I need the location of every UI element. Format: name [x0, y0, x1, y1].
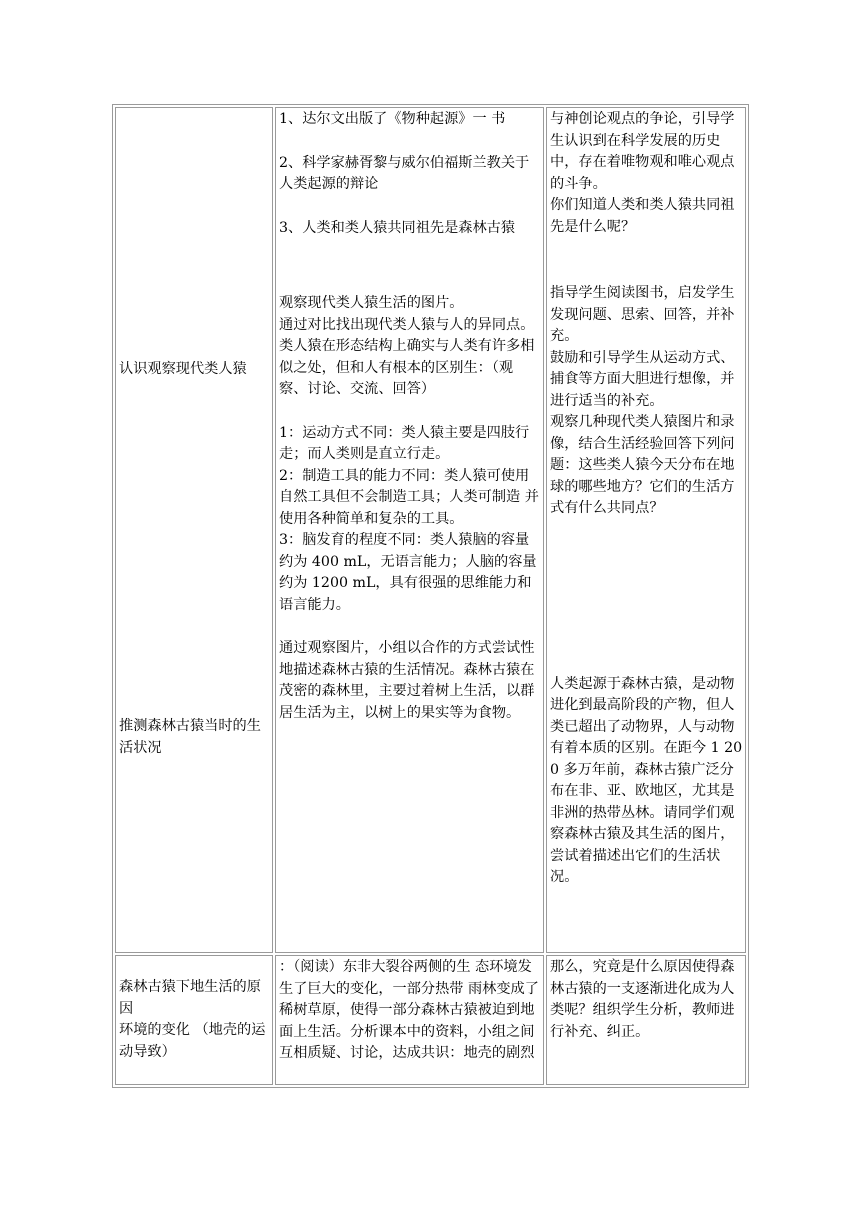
- history-item-1: 1、达尔文出版了《物种起源》一 书: [279, 111, 506, 127]
- student-activity-cell: [275, 107, 544, 953]
- observe-pictures-text: 观察现代类人猿生活的图片。: [279, 295, 464, 311]
- table-row: [115, 107, 746, 953]
- infer-life-text: 通过观察图片，小组以合作的方式尝试性地描述森林古猿的生活情况。森林古猿在茂密的森林里，主要过着树上生活，以群居生活为主，以树上的果实等为食物。: [279, 640, 535, 721]
- teacher-question-evolution: 那么，究竟是什么原因使得森林古猿的一支逐渐进化成为人类呢？组织学生分析，教师进行补充、纠正。: [550, 959, 735, 1040]
- teacher-question-ancestor: 你们知道人类和类人猿共同祖先是什么呢？: [550, 197, 735, 235]
- activity-cell: [115, 107, 273, 953]
- teacher-guide-ancient-ape: 人类起源于森林古猿，是动物进化到最高阶段的产物，但人类已超出了动物界，人与动物有着本质的区别。在距今 1 200 多万年前，森林古猿广泛分布在非、亚、欧地区，尤其是非洲的热带丛林。请同学们观察森林古猿及其生活的图片，尝试着描述出它们的生活状况。: [550, 675, 743, 885]
- table-row: [115, 955, 746, 1085]
- teacher-guide-imagine: 鼓励和引导学生从运动方式、捕食等方面大胆进行想像，并进行适当的补充。: [550, 349, 735, 409]
- student-activity-cell: [275, 955, 544, 1085]
- teacher-guide-reading: 指导学生阅读图书，启发学生发现问题、思索、回答，并补充。: [550, 285, 735, 344]
- compare-apes-humans-text: 通过对比找出现代类人猿与人的异同点。类人猿在形态结构上确实与人类有许多相似之处，但和人有根本的区别生：（观察、讨论、交流、回答）: [279, 316, 535, 397]
- history-item-2: 2、科学家赫胥黎与威尔伯福斯兰教关于人类起源的辩论: [279, 154, 530, 192]
- activity-cell: [115, 955, 273, 1085]
- reading-environment-text: ：（阅读）东非大裂谷两侧的生 态环境发生了巨大的变化，一部分热带 雨林变成了稀树草原，使得一部分森林古猿被迫到地面上生活。分析课本中的资料，小组之间互相质疑、讨论，达成共识：地壳的剧烈: [279, 959, 539, 1061]
- difference-brain: 3：脑发育的程度不同：类人猿脑的容量约为 400 mL，无语言能力；人脑的容量约为 1200 mL，具有很强的思维能力和语言能力。: [279, 532, 537, 613]
- teacher-guide-debate: 与神创论观点的争论，引导学生认识到在科学发展的历史中，存在着唯物观和唯心观点的斗争。: [550, 111, 735, 192]
- difference-tools: 2：制造工具的能力不同：类人猿可使用自然工具但不会制造工具；人类可制造 并使用各种简单和复杂的工具。: [279, 467, 539, 527]
- history-item-3: 3、人类和类人猿共同祖先是森林古猿: [279, 219, 516, 236]
- activity-infer-ancient-ape-life: 推测森林古猿当时的生活状况: [119, 718, 261, 756]
- lesson-plan-table: [112, 104, 749, 1088]
- difference-movement: 1：运动方式不同：类人猿主要是四肢行走；而人类则是直立行走。: [279, 424, 530, 462]
- teacher-activity-cell: [546, 107, 746, 953]
- activity-reason-heading: 森林古猿下地生活的原因: [119, 979, 261, 1017]
- activity-observe-apes: 认识观察现代类人猿: [119, 360, 247, 377]
- activity-environment-change: 环境的变化 （地壳的运动导致）: [119, 1022, 266, 1060]
- teacher-activity-cell: [546, 955, 746, 1085]
- teacher-guide-observe-apes: 观察几种现代类人猿图片和录像，结合生活经验回答下列问题：这些类人猿今天分布在地球的哪些地方？它们的生活方式有什么共同点？: [550, 414, 735, 516]
